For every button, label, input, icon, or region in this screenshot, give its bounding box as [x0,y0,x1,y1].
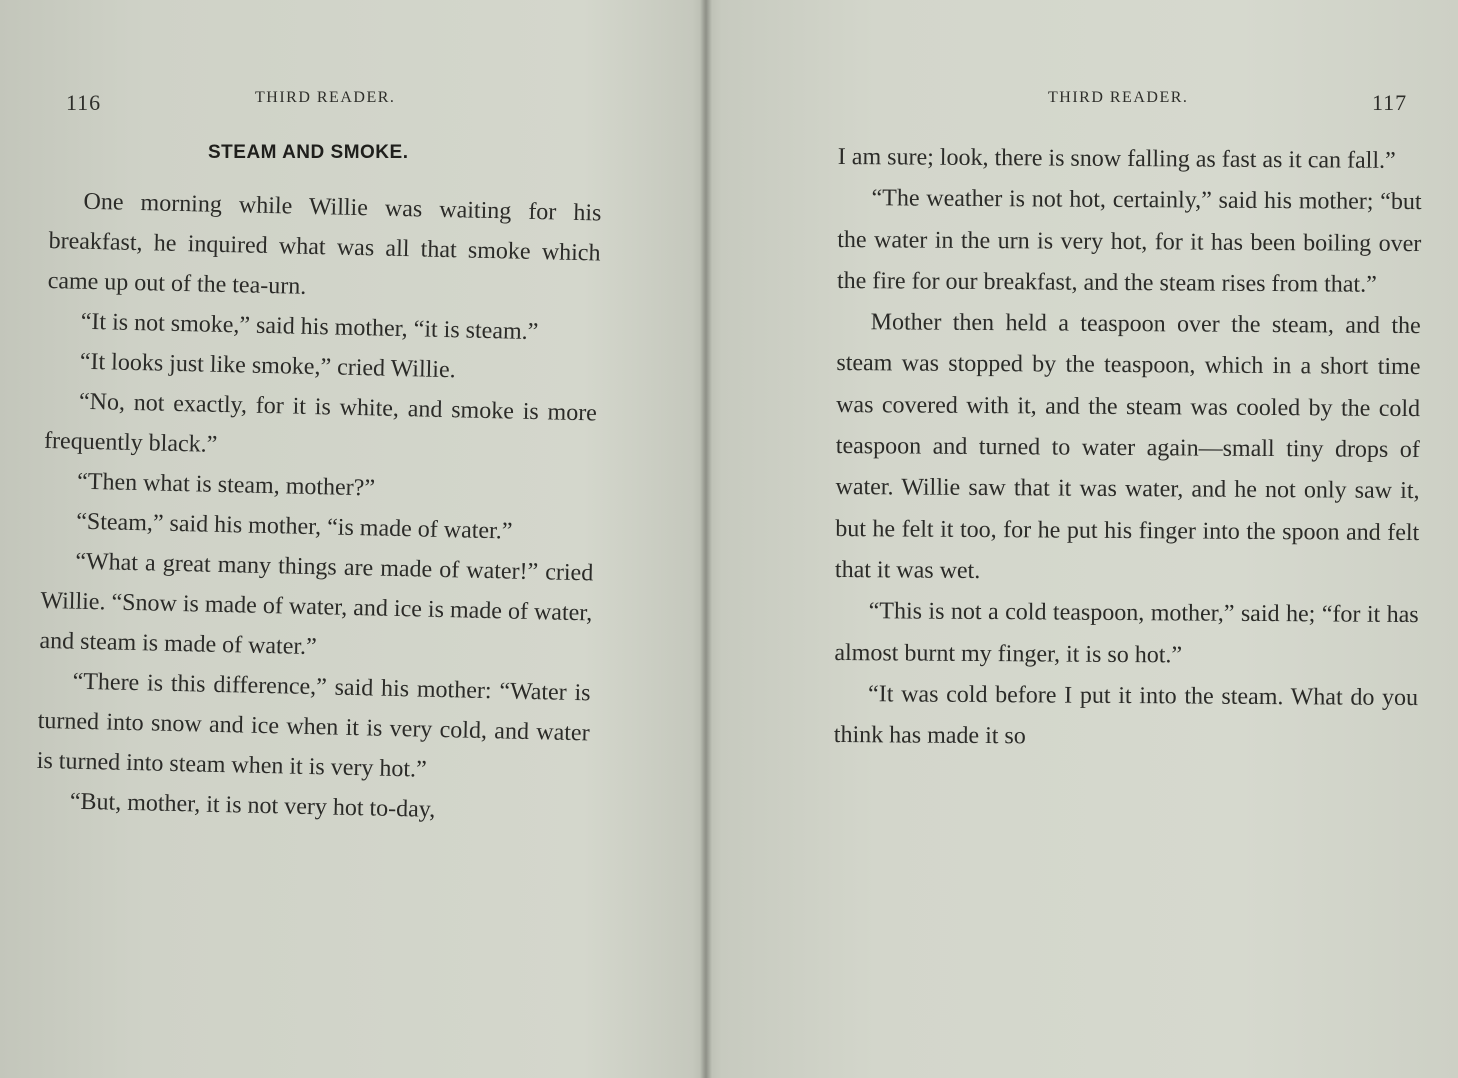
paragraph: “But, mother, it is not very hot to-day, [69,788,436,823]
book-gutter [700,0,712,1078]
paragraph: “It is not smoke,” said his mother, “it is steam.” [80,308,539,346]
left-page [0,0,700,1078]
left-page-number: 116 [66,90,102,115]
left-running-head: THIRD READER. [255,89,396,106]
paragraph: “What a great many things are made of water!” cried Willie. “Snow is made of water, and ice is made of water, and steam is made of water.” [39,548,594,661]
paragraph: One morning while Willie was waiting for his breakfast, he inquired what was all that smoke which came up out of the tea-urn. [47,188,602,300]
paragraph: “This is not a cold teaspoon, mother,” said he; “for it has almost burnt my finger, it is so hot.” [834,598,1419,668]
paragraph: I am sure; look, there is snow falling as fast as it can fall.” [837,143,1396,174]
right-page-number: 117 [1372,90,1408,115]
paragraph: “It was cold before I put it into the steam. What do you think has made it so [833,681,1419,750]
right-page [712,0,1458,1078]
right-body-text [834,137,1422,761]
paragraph: “It looks just like smoke,” cried Willie. [79,348,456,384]
paragraph: “Then what is steam, mother?” [76,468,376,502]
left-body-text [35,181,601,833]
paragraph: “Steam,” said his mother, “is made of water.” [75,508,513,545]
paragraph: Mother then held a teaspoon over the steam, and the steam was stopped by the teaspoon, which in a short time was covered with it, and the steam was cooled by the cold teaspoon and turned to water again—small tiny drops of water. Willie saw that it was water, and he not only saw it, but he felt it too, for he put his finger into the spoon and felt that it was wet. [834,309,1421,584]
paragraph: “No, not exactly, for it is white, and smoke is more frequently black.” [43,388,598,458]
paragraph: “There is this difference,” said his mother: “Water is turned into snow and ice when it is very cold, and water is turned into steam when it is very hot.” [36,668,591,783]
chapter-title: STEAM AND SMOKE. [208,142,409,163]
paragraph: “The weather is not hot, certainly,” said his mother; “but the water in the urn is very hot, for it has been boiling over the fire for our breakfast, and the steam rises from that.” [836,185,1422,298]
right-running-head: THIRD READER. [1048,89,1189,106]
